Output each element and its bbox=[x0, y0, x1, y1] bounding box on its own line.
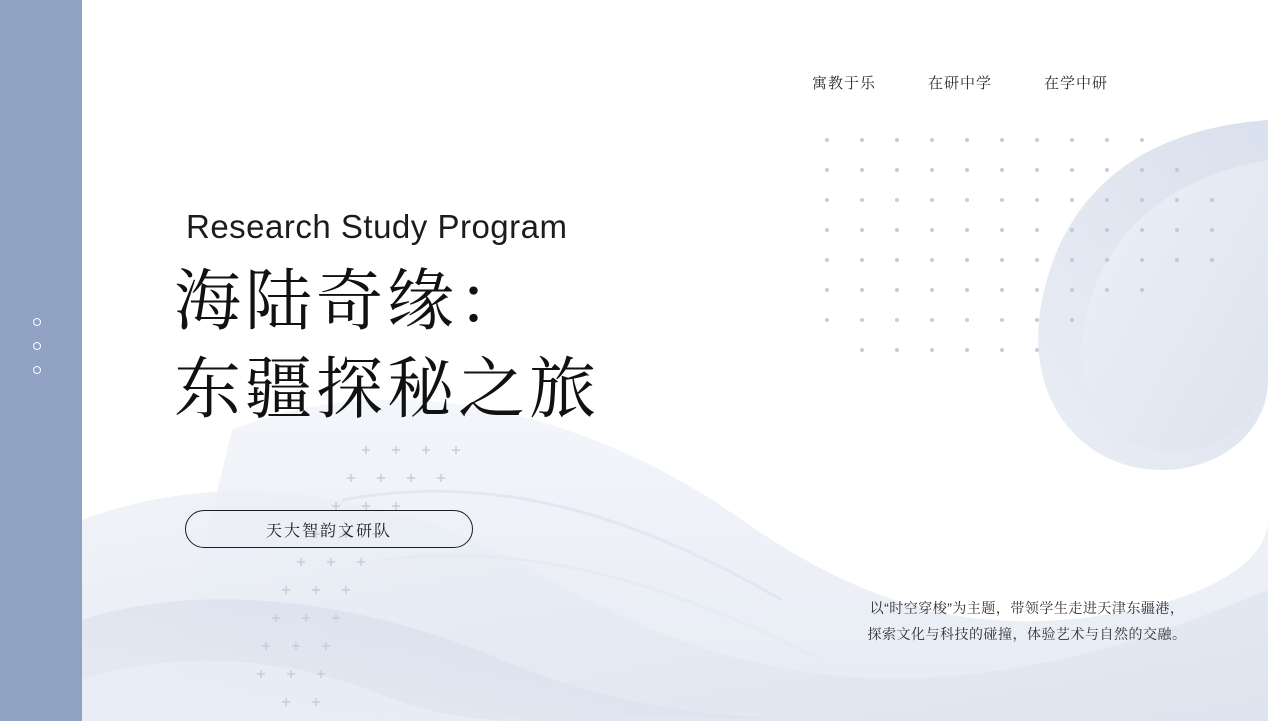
description-line-2: 探索文化与科技的碰撞，体验艺术与自然的交融。 bbox=[867, 626, 1187, 642]
band-dot-3 bbox=[33, 366, 41, 374]
keyword-item-3: 在学中研 bbox=[1044, 75, 1109, 92]
english-title: Research Study Program bbox=[186, 208, 568, 245]
left-accent-band bbox=[0, 0, 82, 721]
team-name-label: 天大智韵文研队 bbox=[265, 522, 392, 540]
band-dot-group bbox=[33, 318, 53, 390]
description-line-1: 以“时空穿梭”为主题，带领学生走进天津东疆港， bbox=[869, 600, 1185, 616]
band-dot-1 bbox=[33, 318, 41, 326]
description-text bbox=[782, 595, 1268, 647]
slide-canvas bbox=[82, 0, 1268, 721]
band-dot-2 bbox=[33, 342, 41, 350]
main-title-line-2: 东疆探秘之旅 bbox=[174, 353, 600, 427]
dot-grid-decoration-left bbox=[252, 440, 552, 720]
keyword-row bbox=[812, 72, 1108, 93]
team-name-pill[interactable] bbox=[185, 510, 473, 548]
keyword-item-1: 寓教于乐 bbox=[812, 75, 877, 92]
dot-grid-decoration-right bbox=[817, 130, 1237, 370]
main-title bbox=[174, 258, 600, 434]
keyword-item-2: 在研中学 bbox=[928, 75, 993, 92]
main-title-line-1: 海陆奇缘： bbox=[174, 265, 529, 339]
